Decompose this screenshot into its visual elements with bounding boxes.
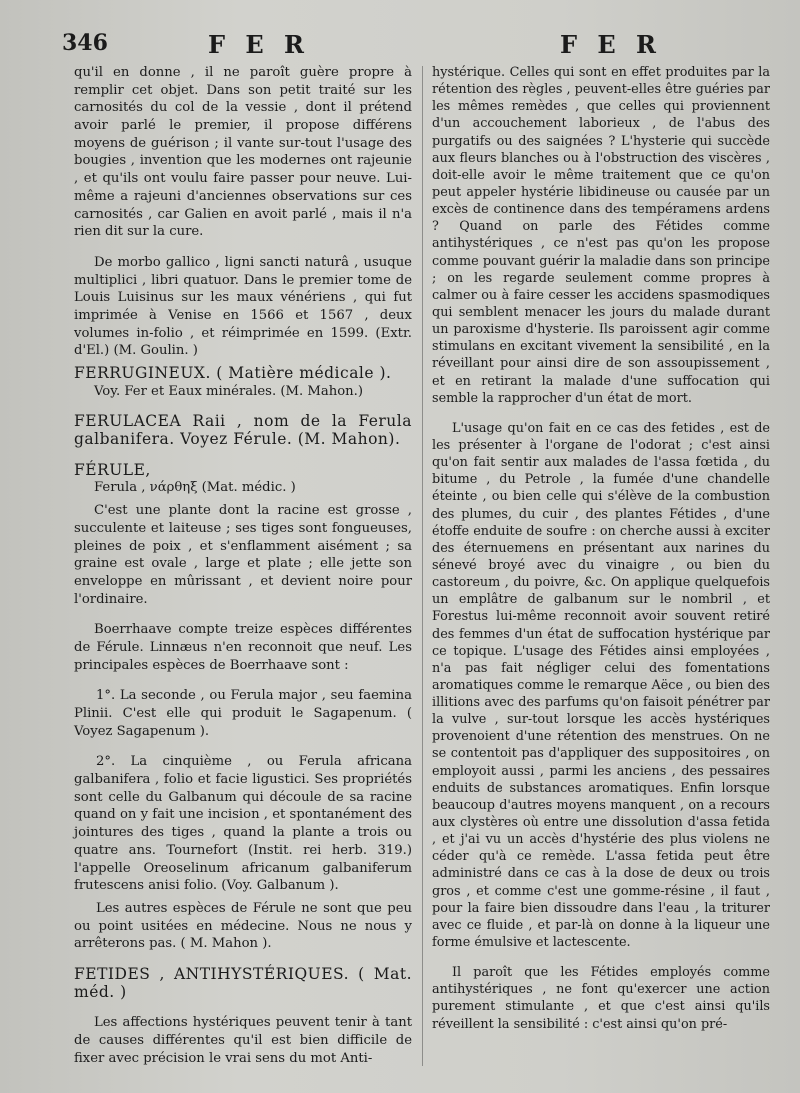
entry-subheading-ferule: Ferula , νάρθηξ (Mat. médic. ) <box>94 480 296 496</box>
entry-heading-fetides: FETIDES , ANTIHYSTÉRIQUES. ( Mat. méd. ) <box>74 964 412 1001</box>
list-item-other-species: Les autres espèces de Férule ne sont que peu ou point usitées en médecine. Nous ne nous y arrêterons pas. ( M. Mahon ). <box>74 900 412 952</box>
list-item-ferula-major: 1°. La seconde , ou Ferula major , seu faemina Plinii. C'est elle qui produit le Sagapenum. ( Voyez Sagapenum ). <box>74 688 412 739</box>
list-item-ferula-africana: 2°. La cinquième , ou Ferula africana galbanifera , folio et facie ligustici. Ses propriétés sont celle du Galbanum qui découle de sa racine quand on y fait une incision , et spontanément des jointures des tiges , quand la plante a trois ou quatre ans. Tournefort (Instit. rei herb. 319.) l'appelle Oreoselinum africanum galbaniferum frutescens anisi folio. (Voy. Galbanum ). <box>74 754 412 894</box>
paragraph-bougies: qu'il en donne , il ne paroît guère propre à remplir cet objet. Dans son petit traité sur les carnosités du col de la vessie , dont il prétend avoir parlé le premier, il propose différens moyens de guérison ; il vante sur-tout l'usage des bougies , invention que les modernes ont rajeunie , et qu'ils ont voulu faire passer pour neuve. Lui-même a rajeuni d'anciennes observations sur ces carnosités , car Galien en avoit parlé , mais il n'a rien dit sur la cure. <box>74 65 412 240</box>
running-head-right: F E R <box>560 30 662 59</box>
paragraph-de-morbo-gallico: De morbo gallico , ligni sancti naturâ , usuque multiplici , libri quatuor. Dans le premier tome de Louis Luisinus sur les maux vénériens , qui fut imprimée à Venise en 1566 et 1567 , deux volumes in-folio , et réimprimée en 1599. (Extr. d'El.) (M. Goulin. ) <box>74 254 412 359</box>
paragraph-hysterique: hystérique. Celles qui sont en effet produites par la rétention des règles , peuvent-elles être guéries par les mêmes remèdes , que celles qui proviennent d'un accouchement laborieux , de l'abus des purgatifs ou des saignées ? L'hysterie qui succède aux fleurs blanches ou à l'obstruction des viscères , doit-elle avoir le même traitement que ce qu'on peut appeler hystérie libidineuse ou causée par un excès de continence dans des tempéramens ardens ? Quand on parle des Fétides comme antihystériques , ce n'est pas qu'on les propose comme pouvant guérir la maladie dans son principe ; on les regarde seulement comme propres à calmer ou à faire cesser les accidens spasmodiques qui semblent menacer les jours du malade durant un paroxisme d'hysterie. Ils paroissent agir comme stimulans en excitant vivement la sensibilité , en la réveillant pour ainsi dire de son assoupissement , et en retirant la malade d'une suffocation qui semble la rapprocher d'un état de mort. <box>432 65 770 406</box>
entry-heading-ferrugineux: FERRUGINEUX. ( Matière médicale ). <box>74 364 392 382</box>
page-number: 346 <box>62 30 108 56</box>
paragraph-ferule-description: C'est une plante dont la racine est grosse , succulente et laiteuse ; ses tiges sont fongueuses, pleines de poix , et s'enflamment aisément ; sa graine est ovale , large et plate ; elle jette son enveloppe en mûrissant , et devient noire pour l'ordinaire. <box>74 503 412 607</box>
column-divider <box>422 66 423 1066</box>
paragraph-usage-fetides: L'usage qu'on fait en ce cas des fetides , est de les présenter à l'organe de l'odorat ; c'est ainsi qu'on fait sentir aux malades de l'assa fœtida , du bitume , du Petrole , la fumée d'une chandelle éteinte , ou bien celle qui s'élève de la combustion des plumes, du cuir , des plantes Fétides , d'une étoffe enduite de soufre : on cherche aussi à exciter des éternuemens en présentant aux narines du sénevé broyé avec du vinaigre , ou bien du castoreum , du poivre, &c. On applique quelquefois un emplâtre de galbanum sur le nombril , et Forestus lui-même reconnoit avoir souvent retiré des femmes d'un état de suffocation hystérique par ce topique. L'usage des Fétides ainsi employées , n'a pas fait négliger celui des fomentations aromatiques comme le remarque Aëce , ou bien des illitions avec des parfums qu'on faisoit pénétrer par la vulve , sur-tout lorsque les accès hystériques provenoient d'une rétention des menstrues. On ne se contentoit pas d'appliquer des suppositoires , on employoit aussi , parmi les anciens , des pessaires enduits de substances aromatiques. Enfin lorsque beaucoup d'autres moyens manquent , on a recours aux clystères où entre une dissolution d'assa fetida , et j'ai vu un accès d'hystérie des plus violens ne céder qu'à ce remède. L'assa fetida peut être administré dans ce cas à la dose de deux ou trois gros , et comme c'est une gomme-résine , il faut , pour la faire bien dissoudre dans l'eau , la triturer avec ce fluide , et par-là on donne à la liqueur une forme émulsive et lactescente. <box>432 420 770 951</box>
left-column <box>74 64 412 1067</box>
paragraph-fetides-intro: Les affections hystériques peuvent tenir à tant de causes différentes qu'il est bien difficile de fixer avec précision le vrai sens du mot Anti- <box>74 1015 412 1066</box>
paragraph-ferule-species: Boerrhaave compte treize espèces différentes de Férule. Linnæus n'en reconnoit que neuf. Les principales espèces de Boerrhaave sont : <box>74 622 412 673</box>
entry-heading-ferulacea: FERULACEA Raii , nom de la Ferula galbanifera. Voyez Férule. (M. Mahon). <box>74 412 412 449</box>
running-head-left: F E R <box>208 30 310 59</box>
entry-reference-ferrugineux: Voy. Fer et Eaux minérales. (M. Mahon.) <box>94 383 363 399</box>
entry-heading-ferule: FÉRULE, <box>74 460 151 479</box>
right-column <box>432 64 770 1033</box>
paragraph-fetides-stimulants: Il paroît que les Fétides employés comme antihystériques , ne font qu'exercer une action purement stimulante , et que c'est ainsi qu'ils réveillent la sensibilité : c'est ainsi qu'on pré- <box>432 965 770 1032</box>
